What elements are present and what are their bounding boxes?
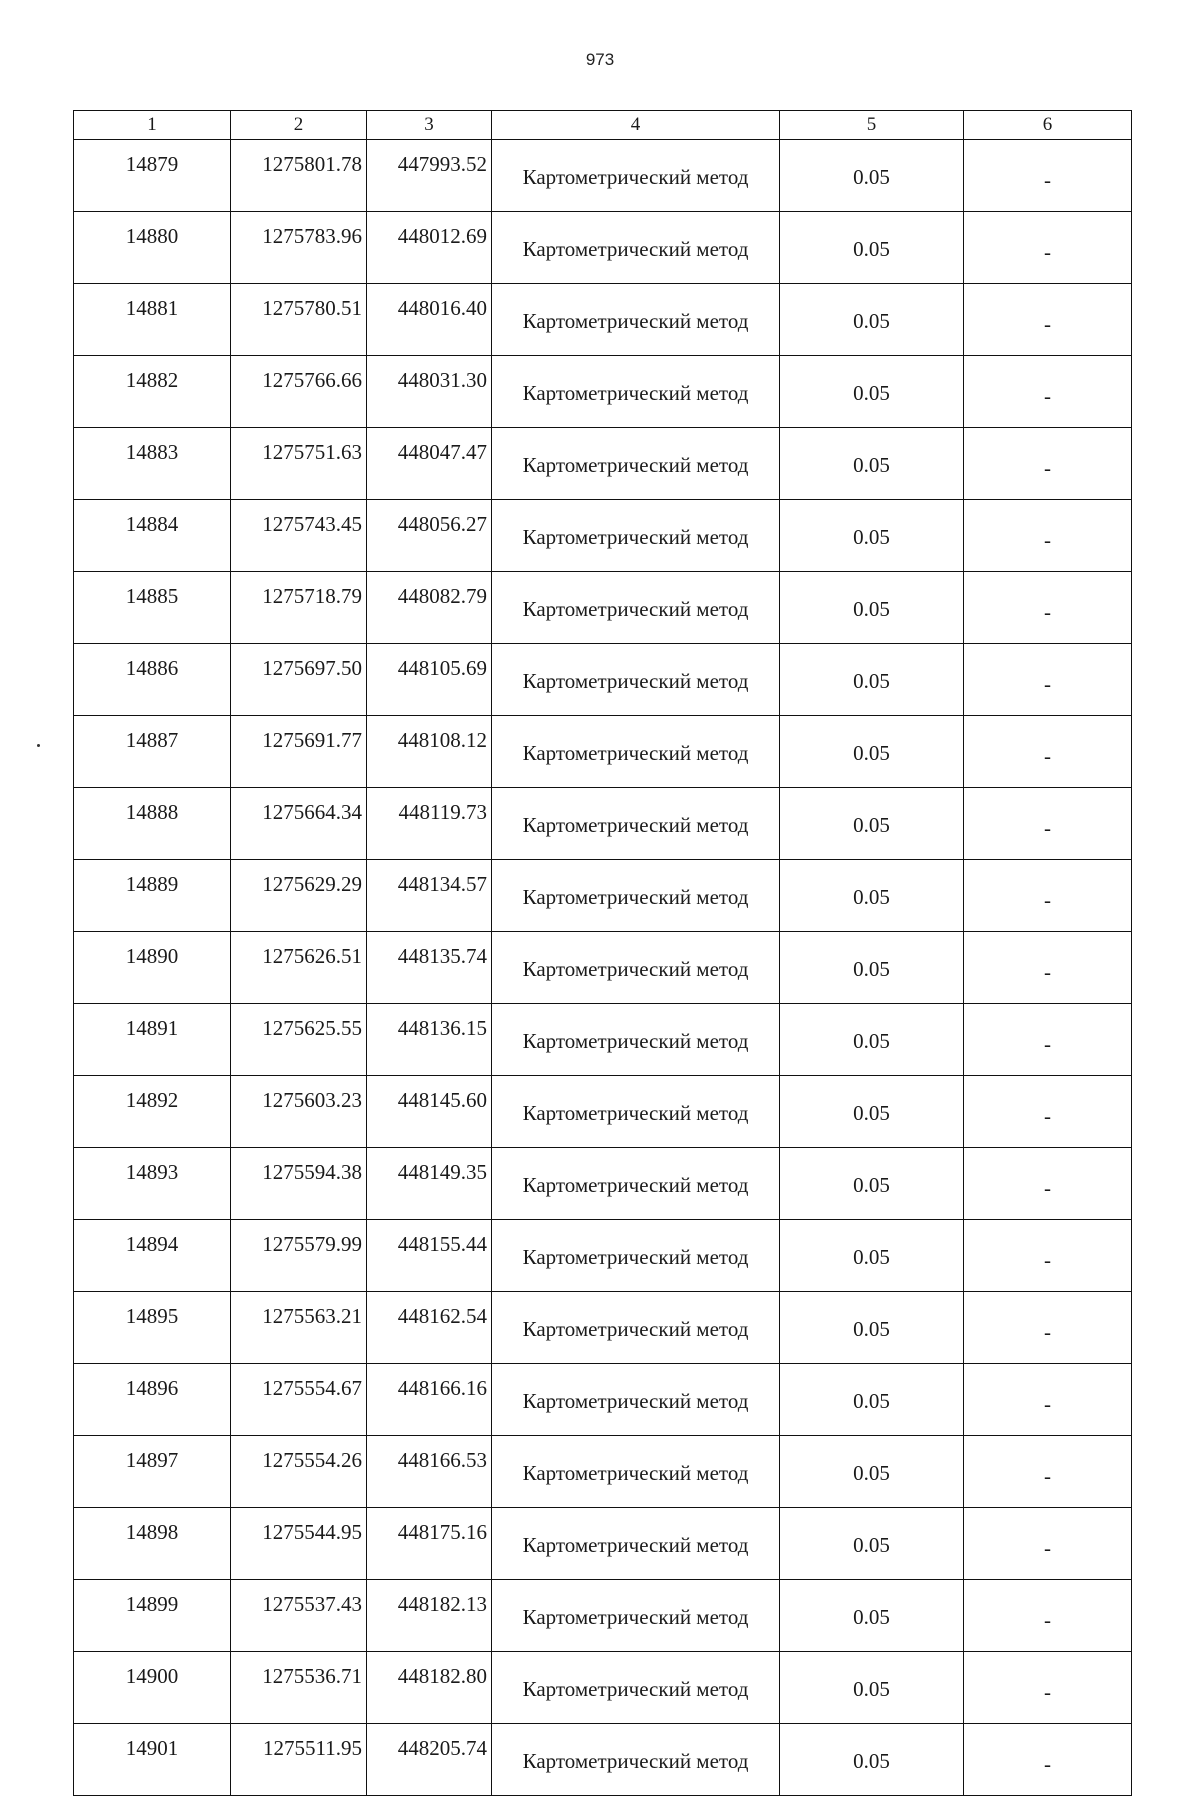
point-number-cell: 14888 [74, 788, 231, 860]
method-cell: Картометрический метод [492, 1004, 780, 1076]
method-cell: Картометрический метод [492, 788, 780, 860]
note-cell: - [964, 284, 1132, 356]
y-coordinate-cell: 448149.35 [367, 1148, 492, 1220]
x-coordinate-cell: 1275579.99 [231, 1220, 367, 1292]
table-row [74, 932, 1132, 1004]
method-cell: Картометрический метод [492, 1220, 780, 1292]
x-coordinate-cell: 1275625.55 [231, 1004, 367, 1076]
y-coordinate-cell: 448031.30 [367, 356, 492, 428]
accuracy-cell: 0.05 [780, 1220, 964, 1292]
x-coordinate-cell: 1275691.77 [231, 716, 367, 788]
accuracy-cell: 0.05 [780, 1724, 964, 1796]
point-number-cell: 14882 [74, 356, 231, 428]
note-cell: - [964, 1652, 1132, 1724]
method-cell: Картометрический метод [492, 1364, 780, 1436]
y-coordinate-cell: 448082.79 [367, 572, 492, 644]
table-row [74, 212, 1132, 284]
x-coordinate-cell: 1275626.51 [231, 932, 367, 1004]
header-col-4: 4 [492, 111, 780, 140]
y-coordinate-cell: 448145.60 [367, 1076, 492, 1148]
note-cell: - [964, 788, 1132, 860]
note-cell: - [964, 1508, 1132, 1580]
y-coordinate-cell: 448136.15 [367, 1004, 492, 1076]
method-cell: Картометрический метод [492, 1652, 780, 1724]
accuracy-cell: 0.05 [780, 356, 964, 428]
accuracy-cell: 0.05 [780, 644, 964, 716]
point-number-cell: 14900 [74, 1652, 231, 1724]
header-col-2: 2 [231, 111, 367, 140]
point-number-cell: 14881 [74, 284, 231, 356]
x-coordinate-cell: 1275801.78 [231, 140, 367, 212]
method-cell: Картометрический метод [492, 500, 780, 572]
note-cell: - [964, 1220, 1132, 1292]
point-number-cell: 14896 [74, 1364, 231, 1436]
table-body [74, 140, 1132, 1796]
point-number-cell: 14898 [74, 1508, 231, 1580]
table-row [74, 644, 1132, 716]
table-row [74, 1580, 1132, 1652]
note-cell: - [964, 716, 1132, 788]
point-number-cell: 14901 [74, 1724, 231, 1796]
table-row [74, 1220, 1132, 1292]
note-cell: - [964, 860, 1132, 932]
table-row [74, 1076, 1132, 1148]
x-coordinate-cell: 1275544.95 [231, 1508, 367, 1580]
x-coordinate-cell: 1275766.66 [231, 356, 367, 428]
point-number-cell: 14884 [74, 500, 231, 572]
table-row [74, 716, 1132, 788]
method-cell: Картометрический метод [492, 932, 780, 1004]
accuracy-cell: 0.05 [780, 716, 964, 788]
accuracy-cell: 0.05 [780, 284, 964, 356]
y-coordinate-cell: 448175.16 [367, 1508, 492, 1580]
header-col-6: 6 [964, 111, 1132, 140]
y-coordinate-cell: 448108.12 [367, 716, 492, 788]
method-cell: Картометрический метод [492, 140, 780, 212]
method-cell: Картометрический метод [492, 716, 780, 788]
note-cell: - [964, 140, 1132, 212]
point-number-cell: 14892 [74, 1076, 231, 1148]
table-row [74, 1148, 1132, 1220]
scan-speck [37, 744, 40, 747]
table-row [74, 1508, 1132, 1580]
point-number-cell: 14895 [74, 1292, 231, 1364]
x-coordinate-cell: 1275603.23 [231, 1076, 367, 1148]
y-coordinate-cell: 448135.74 [367, 932, 492, 1004]
accuracy-cell: 0.05 [780, 1292, 964, 1364]
point-number-cell: 14883 [74, 428, 231, 500]
method-cell: Картометрический метод [492, 1148, 780, 1220]
x-coordinate-cell: 1275629.29 [231, 860, 367, 932]
x-coordinate-cell: 1275751.63 [231, 428, 367, 500]
coordinates-table [73, 110, 1132, 1796]
x-coordinate-cell: 1275718.79 [231, 572, 367, 644]
x-coordinate-cell: 1275780.51 [231, 284, 367, 356]
accuracy-cell: 0.05 [780, 788, 964, 860]
table-header [74, 111, 1132, 140]
note-cell: - [964, 644, 1132, 716]
table-row [74, 428, 1132, 500]
accuracy-cell: 0.05 [780, 428, 964, 500]
method-cell: Картометрический метод [492, 1580, 780, 1652]
note-cell: - [964, 500, 1132, 572]
y-coordinate-cell: 448182.80 [367, 1652, 492, 1724]
table-row [74, 1292, 1132, 1364]
header-col-1: 1 [74, 111, 231, 140]
point-number-cell: 14885 [74, 572, 231, 644]
accuracy-cell: 0.05 [780, 1004, 964, 1076]
x-coordinate-cell: 1275537.43 [231, 1580, 367, 1652]
table-row [74, 500, 1132, 572]
y-coordinate-cell: 448166.53 [367, 1436, 492, 1508]
accuracy-cell: 0.05 [780, 572, 964, 644]
accuracy-cell: 0.05 [780, 860, 964, 932]
table-row [74, 1652, 1132, 1724]
table-row [74, 356, 1132, 428]
y-coordinate-cell: 447993.52 [367, 140, 492, 212]
y-coordinate-cell: 448105.69 [367, 644, 492, 716]
x-coordinate-cell: 1275697.50 [231, 644, 367, 716]
point-number-cell: 14897 [74, 1436, 231, 1508]
point-number-cell: 14893 [74, 1148, 231, 1220]
accuracy-cell: 0.05 [780, 1148, 964, 1220]
y-coordinate-cell: 448016.40 [367, 284, 492, 356]
table-row [74, 572, 1132, 644]
method-cell: Картометрический метод [492, 284, 780, 356]
x-coordinate-cell: 1275554.67 [231, 1364, 367, 1436]
note-cell: - [964, 1724, 1132, 1796]
accuracy-cell: 0.05 [780, 1076, 964, 1148]
note-cell: - [964, 1076, 1132, 1148]
y-coordinate-cell: 448182.13 [367, 1580, 492, 1652]
method-cell: Картометрический метод [492, 1076, 780, 1148]
note-cell: - [964, 1580, 1132, 1652]
table-row [74, 1364, 1132, 1436]
method-cell: Картометрический метод [492, 572, 780, 644]
table-row [74, 788, 1132, 860]
y-coordinate-cell: 448047.47 [367, 428, 492, 500]
y-coordinate-cell: 448012.69 [367, 212, 492, 284]
point-number-cell: 14891 [74, 1004, 231, 1076]
table-row [74, 860, 1132, 932]
table-row [74, 1436, 1132, 1508]
y-coordinate-cell: 448166.16 [367, 1364, 492, 1436]
method-cell: Картометрический метод [492, 1508, 780, 1580]
note-cell: - [964, 1364, 1132, 1436]
method-cell: Картометрический метод [492, 1292, 780, 1364]
note-cell: - [964, 428, 1132, 500]
method-cell: Картометрический метод [492, 644, 780, 716]
y-coordinate-cell: 448205.74 [367, 1724, 492, 1796]
header-col-5: 5 [780, 111, 964, 140]
point-number-cell: 14890 [74, 932, 231, 1004]
point-number-cell: 14879 [74, 140, 231, 212]
note-cell: - [964, 1148, 1132, 1220]
accuracy-cell: 0.05 [780, 500, 964, 572]
table-row [74, 140, 1132, 212]
y-coordinate-cell: 448119.73 [367, 788, 492, 860]
accuracy-cell: 0.05 [780, 932, 964, 1004]
x-coordinate-cell: 1275664.34 [231, 788, 367, 860]
note-cell: - [964, 356, 1132, 428]
point-number-cell: 14886 [74, 644, 231, 716]
note-cell: - [964, 212, 1132, 284]
x-coordinate-cell: 1275783.96 [231, 212, 367, 284]
x-coordinate-cell: 1275594.38 [231, 1148, 367, 1220]
y-coordinate-cell: 448056.27 [367, 500, 492, 572]
point-number-cell: 14880 [74, 212, 231, 284]
table-row [74, 1004, 1132, 1076]
accuracy-cell: 0.05 [780, 212, 964, 284]
method-cell: Картометрический метод [492, 212, 780, 284]
method-cell: Картометрический метод [492, 356, 780, 428]
header-col-3: 3 [367, 111, 492, 140]
x-coordinate-cell: 1275554.26 [231, 1436, 367, 1508]
accuracy-cell: 0.05 [780, 140, 964, 212]
method-cell: Картометрический метод [492, 1436, 780, 1508]
header-row [74, 111, 1132, 140]
note-cell: - [964, 572, 1132, 644]
x-coordinate-cell: 1275536.71 [231, 1652, 367, 1724]
accuracy-cell: 0.05 [780, 1652, 964, 1724]
y-coordinate-cell: 448134.57 [367, 860, 492, 932]
accuracy-cell: 0.05 [780, 1580, 964, 1652]
accuracy-cell: 0.05 [780, 1364, 964, 1436]
page-number: 973 [585, 50, 615, 69]
point-number-cell: 14889 [74, 860, 231, 932]
note-cell: - [964, 1436, 1132, 1508]
table-row [74, 1724, 1132, 1796]
accuracy-cell: 0.05 [780, 1508, 964, 1580]
x-coordinate-cell: 1275511.95 [231, 1724, 367, 1796]
method-cell: Картометрический метод [492, 860, 780, 932]
y-coordinate-cell: 448155.44 [367, 1220, 492, 1292]
point-number-cell: 14899 [74, 1580, 231, 1652]
table-row [74, 284, 1132, 356]
point-number-cell: 14887 [74, 716, 231, 788]
x-coordinate-cell: 1275743.45 [231, 500, 367, 572]
point-number-cell: 14894 [74, 1220, 231, 1292]
method-cell: Картометрический метод [492, 428, 780, 500]
note-cell: - [964, 1004, 1132, 1076]
accuracy-cell: 0.05 [780, 1436, 964, 1508]
method-cell: Картометрический метод [492, 1724, 780, 1796]
y-coordinate-cell: 448162.54 [367, 1292, 492, 1364]
note-cell: - [964, 1292, 1132, 1364]
note-cell: - [964, 932, 1132, 1004]
x-coordinate-cell: 1275563.21 [231, 1292, 367, 1364]
